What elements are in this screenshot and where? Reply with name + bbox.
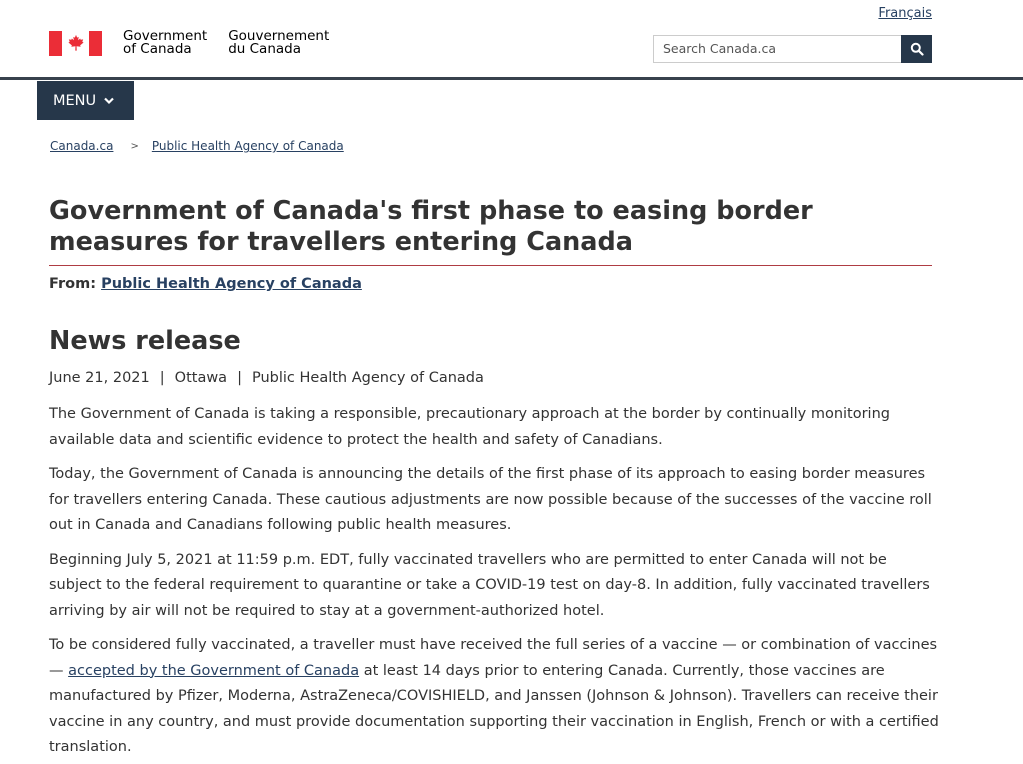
accepted-vaccines-link[interactable]: accepted by the Government of Canada bbox=[68, 662, 360, 679]
wordmark-en-line1: Government bbox=[123, 28, 208, 44]
paragraph: The Government of Canada is taking a responsible, precautionary approach at the border by continually monitoring available data and scientific evidence to protect the health and safety of Canadians. bbox=[49, 406, 890, 448]
wordmark-english bbox=[123, 30, 207, 56]
breadcrumb-home-link[interactable]: Canada.ca bbox=[50, 139, 114, 153]
from-agency-link[interactable]: Public Health Agency of Canada bbox=[101, 276, 362, 292]
menu-label: MENU bbox=[53, 92, 97, 109]
maple-leaf-icon bbox=[67, 34, 85, 52]
release-meta bbox=[49, 370, 484, 386]
title-underline bbox=[49, 265, 932, 266]
wordmark-fr-line2: du Canada bbox=[228, 41, 301, 57]
canada-flag-icon bbox=[49, 31, 102, 56]
breadcrumb-phac-link[interactable]: Public Health Agency of Canada bbox=[151, 139, 344, 153]
meta-separator: | bbox=[159, 370, 165, 386]
wordmark-fr-line1: Gouvernement bbox=[228, 28, 330, 44]
wordmark-en-line2: of Canada bbox=[123, 41, 192, 57]
language-toggle-link[interactable]: Français bbox=[878, 6, 932, 21]
from-line bbox=[49, 276, 362, 292]
release-date: June 21, 2021 bbox=[49, 370, 150, 386]
wordmark-french bbox=[228, 30, 329, 56]
search-icon bbox=[910, 42, 924, 56]
paragraph-text: To be considered fully vaccinated, a traveller must have received the full series of a vaccine — or combination of vaccines — bbox=[49, 637, 938, 679]
paragraph-vaccination bbox=[49, 633, 939, 761]
wordmark bbox=[123, 30, 350, 56]
menu-button[interactable] bbox=[37, 81, 134, 120]
header-divider bbox=[0, 77, 1023, 80]
section-heading: News release bbox=[49, 326, 241, 356]
page-title: Government of Canada's first phase to easing border measures for travellers entering Canada bbox=[49, 196, 813, 257]
paragraph: Today, the Government of Canada is announcing the details of the first phase of its approach to easing border measures for travellers entering Canada. These cautious adjustments are now possible because of the successes of the vaccine roll out in Canada and Canadians following public health measures. bbox=[49, 466, 932, 533]
release-agency: Public Health Agency of Canada bbox=[251, 370, 484, 386]
article-body bbox=[49, 402, 939, 764]
search-bar bbox=[653, 35, 932, 63]
breadcrumb-separator-icon: > bbox=[130, 140, 139, 152]
paragraph-text: at least 14 days prior to entering Canada. Currently, those vaccines are manufactured by Pfizer, Moderna, AstraZeneca/COVISHIELD, and Janssen (Johnson & Johnson). Travellers can receive their vaccine in any country, and must provide documentation supporting their vaccination in English, French or with a certified translation. bbox=[49, 662, 939, 755]
government-of-canada-signature[interactable] bbox=[49, 30, 350, 56]
search-button[interactable] bbox=[901, 35, 932, 63]
search-input[interactable]: Search Canada.ca bbox=[653, 35, 901, 63]
from-label: From: bbox=[49, 276, 96, 292]
paragraph: Beginning July 5, 2021 at 11:59 p.m. EDT, fully vaccinated travellers who are permitted to enter Canada will not be subject to the federal requirement to quarantine or take a COVID-19 test on day-8. In addition, fully vaccinated travellers arriving by air will not be required to stay at a government-authorized hotel. bbox=[49, 551, 930, 619]
release-location: Ottawa bbox=[174, 370, 228, 386]
meta-separator: | bbox=[237, 370, 242, 386]
breadcrumb bbox=[50, 139, 344, 153]
chevron-down-icon bbox=[104, 93, 114, 109]
